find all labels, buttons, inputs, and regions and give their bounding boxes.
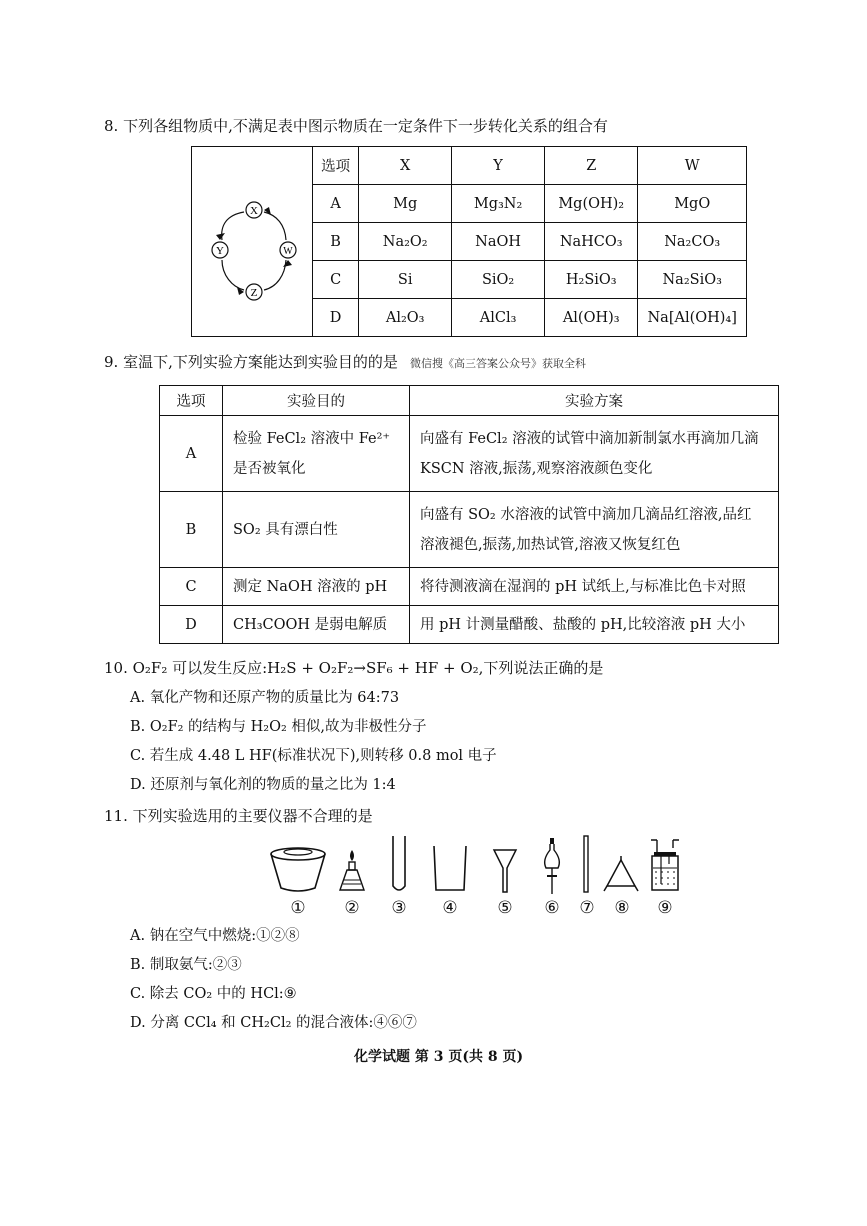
q9-row-a-plan bbox=[410, 416, 779, 492]
apparatus-label-9: ⑨ bbox=[657, 898, 673, 918]
q8-row-b-y: NaOH bbox=[452, 223, 545, 261]
apparatus-label-8: ⑧ bbox=[614, 898, 630, 918]
beaker-icon bbox=[430, 842, 470, 894]
q8-row-c-x: Si bbox=[359, 261, 452, 299]
q9-row-a-purpose-line2: 是否被氧化 bbox=[233, 460, 306, 477]
q8-header-option: 选项 bbox=[313, 147, 359, 185]
q9-row-b-plan bbox=[410, 492, 779, 568]
q8-cycle-diagram-cell bbox=[192, 147, 313, 337]
q8-row-c-y: SiO₂ bbox=[452, 261, 545, 299]
q8-table bbox=[191, 146, 747, 337]
q9-row-c-purpose bbox=[223, 568, 410, 606]
q8-header-z: Z bbox=[545, 147, 638, 185]
q8-row-b-w: Na₂CO₃ bbox=[638, 223, 747, 261]
q8-row-d-z: Al(OH)₃ bbox=[545, 299, 638, 337]
q9-row-b-purpose bbox=[223, 492, 410, 568]
diagram-node-y: Y bbox=[216, 244, 224, 257]
q9-row-b-option: B bbox=[160, 492, 223, 568]
crucible-icon bbox=[268, 842, 328, 897]
page-footer: 化学试题 第 3 页(共 8 页) bbox=[354, 1049, 524, 1065]
q8-row-c-z: H₂SiO₃ bbox=[545, 261, 638, 299]
apparatus-label-2: ② bbox=[344, 898, 360, 918]
q9-row-d-plan bbox=[410, 606, 779, 644]
q9-row-d-purpose-line1: CH₃COOH 是弱电解质 bbox=[233, 616, 388, 633]
q8-row-b-x: Na₂O₂ bbox=[359, 223, 452, 261]
q9-row-a-purpose-line1: 检验 FeCl₂ 溶液中 Fe²⁺ bbox=[233, 430, 391, 447]
test-tube-icon bbox=[387, 834, 411, 896]
q9-row-a-plan-line2: KSCN 溶液,振荡,观察溶液颜色变化 bbox=[420, 460, 653, 477]
conversion-cycle-diagram bbox=[192, 165, 312, 315]
apparatus-label-6: ⑥ bbox=[544, 898, 560, 918]
q9-header-purpose: 实验目的 bbox=[223, 386, 410, 416]
q8-header-w: W bbox=[638, 147, 747, 185]
alcohol-lamp-icon bbox=[337, 846, 367, 896]
diagram-node-z: Z bbox=[250, 286, 258, 299]
q11-option-d: D. 分离 CCl₄ 和 CH₂Cl₂ 的混合液体:④⑥⑦ bbox=[130, 1015, 417, 1031]
funnel-icon bbox=[492, 846, 518, 896]
gas-washing-bottle-icon bbox=[647, 838, 683, 896]
apparatus-label-7: ⑦ bbox=[579, 898, 595, 918]
diagram-node-x: X bbox=[250, 204, 258, 217]
q9-row-b-purpose-line1: SO₂ 具有漂白性 bbox=[233, 521, 338, 538]
q8-stem: 8. 下列各组物质中,不满足表中图示物质在一定条件下一步转化关系的组合有 bbox=[104, 117, 608, 135]
q8-header-x: X bbox=[359, 147, 452, 185]
q11-option-b: B. 制取氨气:②③ bbox=[130, 957, 242, 973]
q9-header-option: 选项 bbox=[160, 386, 223, 416]
q9-row-a-purpose bbox=[223, 416, 410, 492]
q8-row-d-option: D bbox=[313, 299, 359, 337]
separatory-funnel-icon bbox=[540, 836, 564, 898]
q8-row-d-x: Al₂O₃ bbox=[359, 299, 452, 337]
diagram-node-w: W bbox=[283, 245, 293, 257]
q9-row-d-option: D bbox=[160, 606, 223, 644]
watermark-text: 微信搜《高三答案公众号》获取全科 bbox=[410, 357, 586, 370]
q9-row-d-plan-line1: 用 pH 计测量醋酸、盐酸的 pH,比较溶液 pH 大小 bbox=[420, 616, 746, 633]
apparatus-label-1: ① bbox=[290, 898, 306, 918]
q8-row-d-w: Na[Al(OH)₄] bbox=[638, 299, 747, 337]
q8-row-b-option: B bbox=[313, 223, 359, 261]
q8-row-d-y: AlCl₃ bbox=[452, 299, 545, 337]
q8-row-a-y: Mg₃N₂ bbox=[452, 185, 545, 223]
q10-option-c: C. 若生成 4.48 L HF(标准状况下),则转移 0.8 mol 电子 bbox=[130, 748, 497, 764]
q9-row-a-plan-line1: 向盛有 FeCl₂ 溶液的试管中滴加新制氯水再滴加几滴 bbox=[420, 430, 759, 447]
glass-rod-icon bbox=[580, 834, 592, 896]
q8-row-a-option: A bbox=[313, 185, 359, 223]
q9-row-a-option: A bbox=[160, 416, 223, 492]
q9-row-c-option: C bbox=[160, 568, 223, 606]
q8-row-a-z: Mg(OH)₂ bbox=[545, 185, 638, 223]
q8-row-a-x: Mg bbox=[359, 185, 452, 223]
q9-row-c-plan bbox=[410, 568, 779, 606]
q9-row-c-purpose-line1: 测定 NaOH 溶液的 pH bbox=[233, 578, 388, 595]
clay-triangle-icon bbox=[603, 856, 639, 896]
q10-option-b: B. O₂F₂ 的结构与 H₂O₂ 相似,故为非极性分子 bbox=[130, 719, 427, 735]
q10-option-a: A. 氧化产物和还原产物的质量比为 64:73 bbox=[130, 690, 400, 706]
q11-stem: 11. 下列实验选用的主要仪器不合理的是 bbox=[104, 807, 373, 825]
q10-option-d: D. 还原剂与氧化剂的物质的量之比为 1:4 bbox=[130, 777, 396, 793]
apparatus-label-5: ⑤ bbox=[497, 898, 513, 918]
q10-stem: 10. O₂F₂ 可以发生反应:H₂S + O₂F₂→SF₆ + HF + O₂,下列说法正确的是 bbox=[104, 659, 604, 677]
q11-option-c: C. 除去 CO₂ 中的 HCl:⑨ bbox=[130, 986, 297, 1002]
q9-row-d-purpose bbox=[223, 606, 410, 644]
q9-table bbox=[159, 385, 779, 644]
apparatus-label-4: ④ bbox=[442, 898, 458, 918]
q9-row-b-plan-line1: 向盛有 SO₂ 水溶液的试管中滴加几滴品红溶液,品红 bbox=[420, 506, 752, 523]
q8-row-b-z: NaHCO₃ bbox=[545, 223, 638, 261]
q8-row-c-w: Na₂SiO₃ bbox=[638, 261, 747, 299]
q9-row-c-plan-line1: 将待测液滴在湿润的 pH 试纸上,与标准比色卡对照 bbox=[420, 578, 746, 595]
q8-header-y: Y bbox=[452, 147, 545, 185]
q11-option-a: A. 钠在空气中燃烧:①②⑧ bbox=[130, 928, 300, 944]
q8-row-a-w: MgO bbox=[638, 185, 747, 223]
q9-row-b-plan-line2: 溶液褪色,振荡,加热试管,溶液又恢复红色 bbox=[420, 536, 681, 553]
q9-header-plan: 实验方案 bbox=[410, 386, 779, 416]
q8-row-c-option: C bbox=[313, 261, 359, 299]
apparatus-label-3: ③ bbox=[391, 898, 407, 918]
q9-stem: 9. 室温下,下列实验方案能达到实验目的的是 bbox=[104, 353, 398, 371]
